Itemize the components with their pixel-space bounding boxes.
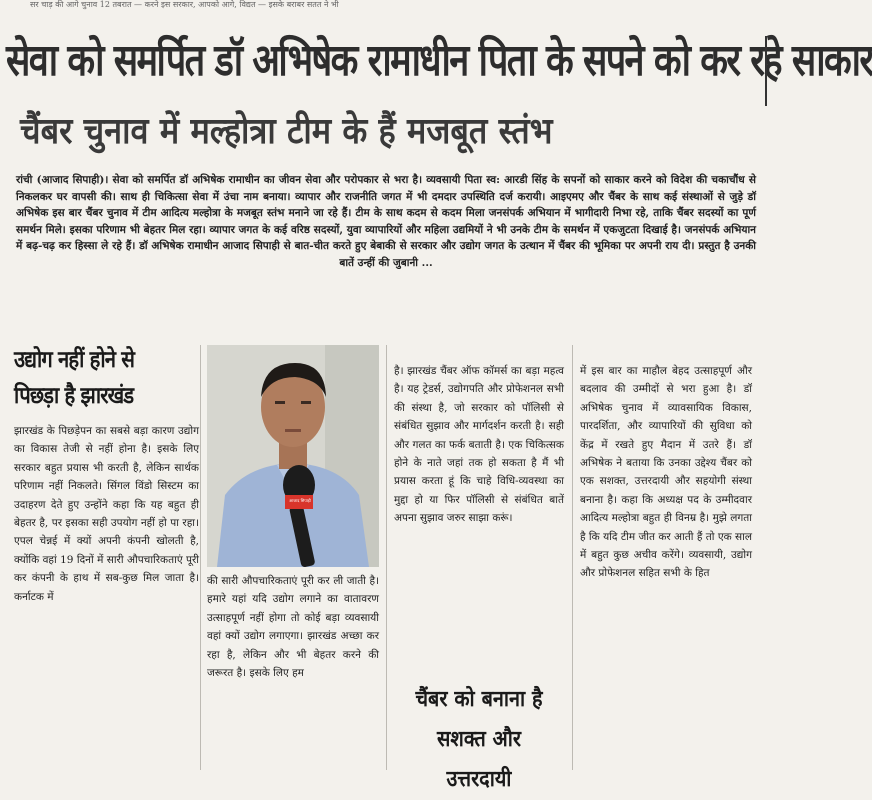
column-divider (386, 345, 387, 770)
portrait-illustration (207, 345, 379, 567)
column-rule (765, 36, 771, 106)
column-divider (572, 345, 573, 770)
column-divider (200, 345, 201, 770)
column2-text: की सारी औपचारिकताएं पूरी कर ली जाती है। हमारे यहां यदि उद्योग लगाने का वातावरण उत्साहपूर्ण नहीं होगा तो कोई बड़ा व्यवसायी वहां क्यों उद्योग लगाएगा। झारखंड अच्छा कर रहा है, लेकिन और भी बेहतर करने की जरूरत है। इसके लिए हम (207, 575, 379, 680)
column3-heading-line1: चैंबर को बनाना है (415, 687, 543, 712)
column4-text: में इस बार का माहौल बेहद उत्साहपूर्ण और बदलाव की उम्मीदों से भरा हुआ है। डॉ अभिषेक चुनाव में व्यावसायिक विकास, पारदर्शिता, और व्यापारियों की सुविधा को केंद्र में रखते हुए मैदान में उतरे हैं। डॉ अभिषेक ने बताया कि उनका उद्देश्य चैंबर को एक सशक्त, उत्तरदायी और सहयोगी संस्था बनाना है। कहा कि अध्यक्ष पद के उम्मीदवार आदित्य मल्होत्रा बहुत ही विनम्र है। मुझे लगता है कि यदि टीम जीत कर आती हैं तो एक साल में बहुत कुछ अचीव करेंगे। व्यवसायी, उद्योग और प्रोफेशनल सहित सभी के हित (580, 365, 752, 580)
portrait-photo (207, 345, 379, 567)
column1-heading-line2: पिछड़ा है झारखंड (14, 383, 134, 409)
subheadline: चैंबर चुनाव में मल्होत्रा टीम के हैं मजबूत स्तंभ (20, 111, 553, 152)
column1-text: झारखंड के पिछड़ेपन का सबसे बड़ा कारण उद्योग का विकास तेजी से नहीं होना है। इसके लिए सरकार बहुत प्रयास भी करती है, लेकिन सार्थक परिणाम नहीं निकलते। सिंगल विंडो सिस्टम का उदाहरण देते हुए उन्होंने कहा कि यह बहुत ही बेहतर है, पर इसका सही उपयोग नहीं हो पा रहा। एपल चेन्नई में क्यों अपनी कंपनी खोलती है, क्योंकि वहां 19 दिनों में सारी औपचारिकताएं पूरी कर कंपनी के हाथ में सब-कुछ मिल जाता है। कर्नाटक में (14, 425, 199, 603)
intro-paragraph: रांची (आजाद सिपाही)। सेवा को समर्पित डॉ अभिषेक रामाधीन का जीवन सेवा और परोपकार से भरा है। व्यवसायी पिता स्व: आरडी सिंह के सपनों को साकार करने को विदेश की चकाचौंध से निकलकर घर वापसी की। साथ ही चिकित्सा सेवा में उंचा नाम बनाया। व्यापार और राजनीति जगत में भी दमदार उपस्थिति दर्ज करायी। आइएमए और चैंबर के साथ कई संस्थाओं से जुड़े डॉ अभिषेक इस बार चैंबर चुनाव में टीम आदित्य मल्होत्रा के मजबूत स्तंभ मनाने जा रहे हैं। टीम के साथ कदम से कदम मिला जनसंपर्क अभियान में भागीदारी निभा रहे, ताकि चैंबर सदस्यों का पूर्ण समर्थन मिले। इसका परिणाम भी बेहतर मिल रहा। व्यापार जगत के कई वरिष्ठ सदस्यों, युवा व्यापारियों और महिला उद्यमियों ने भी उनके टीम के समर्थन में एकजुटता दिखाई है। जनसंपर्क अभियान में बढ़-चढ़ कर हिस्सा ले रहे हैं। डॉ अभिषेक रामाधीन आजाद सिपाही से बात-चीत करते हुए बेबाकी से सरकार और उद्योग जगत के उत्थान में चैंबर की भूमिका पर अपनी राय दी। प्रस्तुत है उनकी बातें उन्हीं की जुबानी ... (16, 174, 756, 269)
column3-heading-line2: सशक्त और उत्तरदायी (436, 727, 521, 792)
headline: सेवा को समर्पित डॉ अभिषेक रामाधीन पिता के सपने को कर रहे साकार (6, 35, 872, 86)
column3-text: है। झारखंड चैंबर ऑफ कॉमर्स का बड़ा महत्व है। यह ट्रेडर्स, उद्योगपति और प्रोफेशनल सभी की संस्था है, जो सरकार को पॉलिसी से संबंधित सुझाव और मार्गदर्शन करती है। सही और गलत का फर्क बताती है। एक चिकित्सक होने के नाते जहां तक हो सकता है मैं भी प्रयास करता हूं कि चाहे विधि-व्यवस्था का मुद्दा हो या फिर पॉलिसी से संबंधित बातें अपना सुझाव जरुर साझा करूं। (394, 365, 564, 525)
mic-label: आजाद सिपाही (289, 498, 311, 503)
column3-heading (403, 680, 556, 792)
top-strip-text: सर चाड़ की आगे चुनाव 12 तबरात — करने इस सरकार, आपको आगे, विद्यत — इसके बराबर सतत ने भी (30, 0, 339, 9)
column1-heading-line1: उद्योग नहीं होने से (14, 347, 135, 373)
column1-heading (14, 342, 172, 418)
